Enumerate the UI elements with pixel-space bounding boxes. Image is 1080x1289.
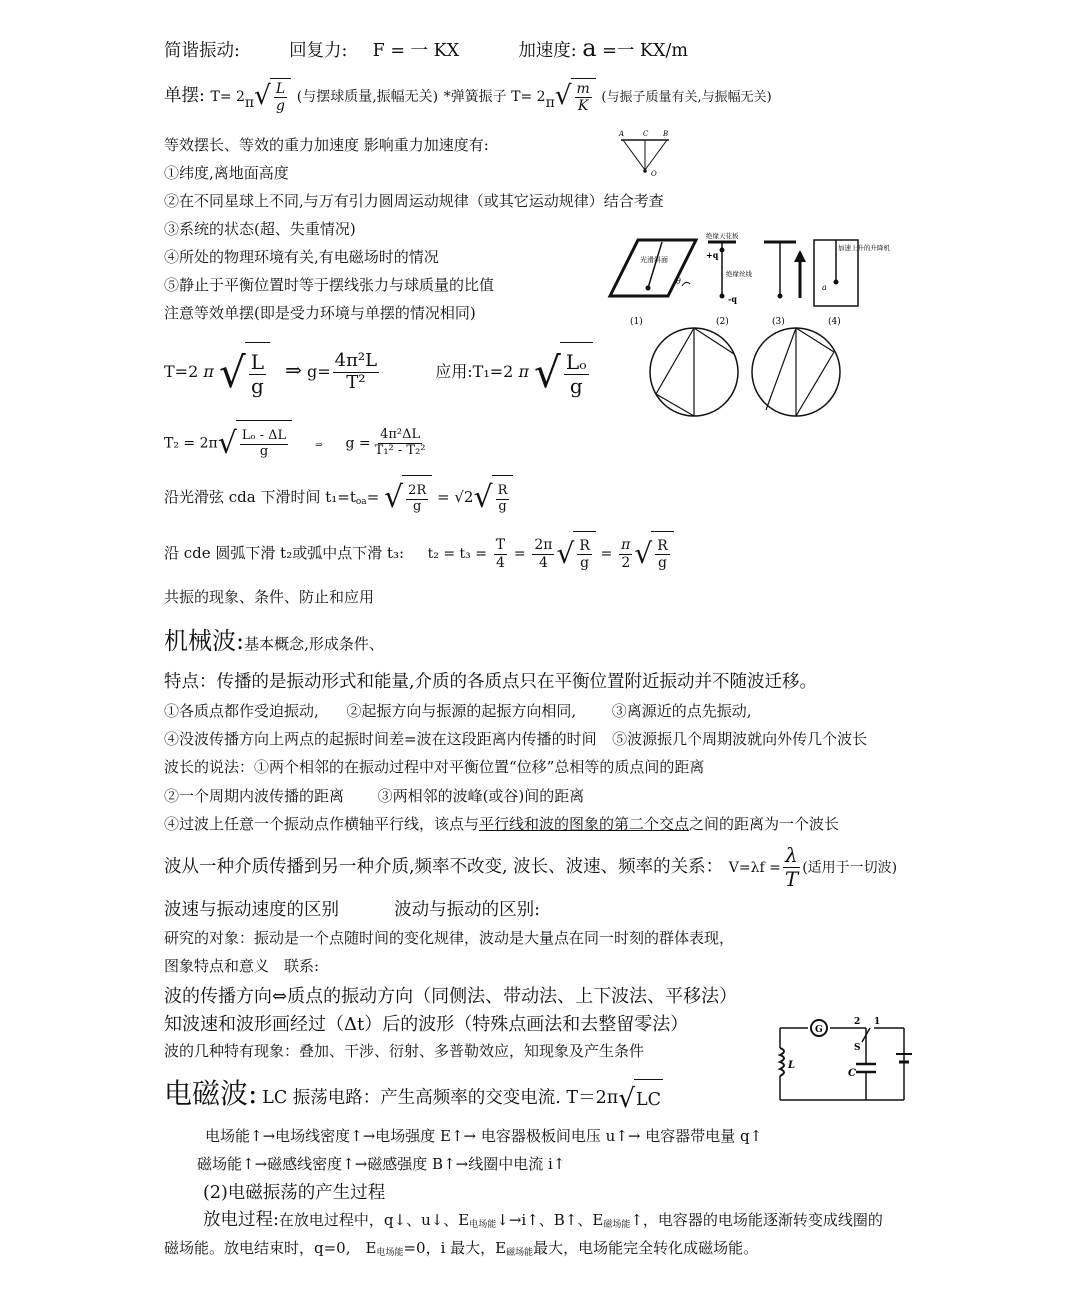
arc-four-2: 4 [538,554,548,571]
sub-m-2: 磁场能 [506,1248,534,1258]
lc-text: LC 振荡电路：产生高频率的交变电流. T＝2π [262,1088,619,1108]
big-L: L [250,350,265,374]
period-t: T=2 [164,362,199,381]
contact-2-label: 2 [854,1017,861,1027]
proc-c: ↓→i↑、B↑、E [496,1211,604,1229]
implies-arrow: ⇒ [285,358,302,382]
shm-line [164,34,688,62]
sqrt-two: √2 [454,488,474,506]
proc-g: 最大，电场能完全转化成磁场能。 [533,1239,759,1257]
all-waves-note: (适用于一切波) [802,860,898,876]
galvanometer-label: G [815,1025,823,1035]
wavelength-line-3 [164,814,839,834]
spring-label: *弹簧振子 T= 2 [443,89,546,105]
proc-e: 磁场能。放电结束时，q=0, E [164,1239,377,1257]
sub-e-2: 电场能 [376,1248,404,1258]
accel-formula: =一 KX/m [602,41,688,61]
arc-g: g [580,555,590,571]
arc-text: 沿 cde 圆弧下滑 t₂或弧中点下滑 t₃: [164,544,405,562]
chord-sub: oa [355,497,367,507]
label-C: C [643,130,649,138]
diff-2: 波动与振动的区别: [394,900,541,920]
wl-4b: 平行线和波的图象的第二个交点 [479,815,690,833]
shm-title: 简谐振动: [164,41,240,61]
discharge-label: 放电过程: [203,1210,279,1230]
chord-eq: = [366,488,380,506]
sqrt-Lo-g: √ $\frac{\text{Lₒ}}{g}$ [534,342,593,403]
mech-p2: ②起振方向与振源的起振方向相同, [346,702,577,720]
diff-1: 波速与振动速度的区别 [164,900,339,920]
t2-g: g [259,443,269,459]
mech-points-2 [164,729,867,749]
sub-e-1: 电场能 [469,1220,497,1230]
arc-pi: π [621,537,631,554]
wl-3: ③两相邻的波峰(或谷)间的距离 [377,787,585,805]
equiv-item-3: ③系统的状态(超、失重情况) [164,220,356,238]
media-text: 波从一种介质传播到另一种介质,频率不改变, 波长、波速、频率的关系： [164,857,724,877]
lc-value: LC [634,1079,663,1120]
mech-sub: 基本概念,形成条件、 [244,635,384,653]
study-line: 研究的对象：振动是一个点随时间的变化规律，波动是大量点在同一时刻的群体表现， [164,929,735,947]
mech-p3: ③离源近的点先振动, [611,702,752,720]
g-equals: g= [306,362,331,381]
pendulum-t: T= 2 [210,89,245,105]
wavelength-line-1: 波长的说法：①两个相邻的在振动过程中对平衡位置“位移”总相等的质点间的距离 [164,758,705,776]
chord-text: 沿光滑弦 cda 下滑时间 t₁=t [164,488,356,506]
inductor-label: L [788,1060,796,1071]
pendulum-line [164,78,772,121]
arc-two-pi: 2π [534,537,553,554]
period-formula-line [164,340,593,403]
sub-m-1: 磁场能 [603,1220,631,1230]
process-line [203,1210,883,1235]
arc-R: R [579,537,590,554]
frac-T: T [784,867,799,891]
t2-formula-line [164,420,430,469]
pi-symbol-2: π [545,95,555,111]
proc-f: =0，i 最大，E [403,1239,507,1257]
pendulum-cases-figure [604,232,890,332]
big-Lo: Lₒ [565,350,587,374]
arc-R-2: R [657,537,668,554]
four-pi-sq-dL: 4π²ΔL [380,427,421,443]
plus-q-label: +q [706,250,719,260]
sqrt-L-g: √ $\frac{L}{g}$ [219,342,270,403]
chord-line [164,474,513,525]
pendulum-note: (与摆球质量,振幅无关) [296,89,439,105]
two-R: 2R [408,483,427,499]
period-pi: π [203,362,214,381]
label-O: O [651,170,657,178]
graph-line: 图象特点和意义 联系: [164,957,320,975]
mech-wave-heading [164,626,384,659]
chord-R: R [497,483,508,499]
frac-g: g [276,98,285,114]
apply-pi: π [518,362,529,381]
restoring-label: 回复力: [289,41,348,61]
capacitor-label: C [848,1068,856,1079]
equiv-note: 注意等效单摆(即是受力环境与单摆的情况相同) [164,304,476,322]
equiv-item-1: ①纬度,离地面高度 [164,164,289,182]
fig-num-3: (3) [772,317,785,327]
small-implies: ⇒ [315,440,323,451]
chord-g-2: g [498,499,507,514]
slope-label: 光滑斜面 [640,256,668,264]
frac-L: L [275,80,286,97]
accel-a-label: a [822,283,827,292]
Lo-minus-dL: Lₒ - ΔL [241,427,287,443]
process-title: (2)电磁振荡的产生过程 [203,1183,386,1203]
equiv-item-2: ②在不同星球上不同,与万有引力圆周运动规律（或其它运动规律）结合考查 [164,192,664,210]
proc-b: 在放电过程中，q↓、u↓、E [278,1211,470,1229]
restoring-formula: F = 一 KX [372,41,460,61]
theta-label: θ [676,277,681,286]
arc-sqrt-2: √ $\frac{R}{g}$ [634,531,673,578]
fig-num-1: (1) [630,317,643,327]
t1sq-minus-t2sq: T₁² - T₂² [374,443,426,458]
arc-lhs: t₂ = t₃ = [427,546,487,562]
lc-circuit-figure [768,1010,918,1106]
mech-p1: ①各质点都作受迫振动, [164,702,319,720]
sqrt-R-g: √ $\frac{R}{g}$ [473,475,513,522]
mech-p5: ⑤波源振几个周期波就向外传几个波长 [612,730,868,748]
wavelength-line-2 [164,786,584,806]
equiv-item-4: ④所处的物理环境有关,有电磁场时的情况 [164,248,439,266]
spring-note: (与振子质量有关,与振幅无关) [601,90,772,105]
inclined-plane-pendulum [610,240,696,327]
charged-pendulum [706,231,753,327]
difference-line [164,898,540,922]
pi-symbol: π [244,95,255,111]
equiv-intro: 等效摆长、等效的重力加速度 影响重力加速度有: [164,136,489,154]
minus-q-label: -q [728,294,737,304]
chord-equals: = [437,488,450,506]
t1-equals: T₁=2 [472,362,514,381]
contact-1-label: 1 [874,1017,881,1027]
process-line-2 [164,1238,758,1263]
t-squared: T² [346,372,366,393]
g2-equals: g = [345,435,371,452]
switch-label: S [854,1043,861,1053]
media-line [164,842,897,893]
simple-pendulum [764,242,796,327]
label-A: A [619,130,625,138]
resonance-line: 共振的现象、条件、防止和应用 [164,588,375,606]
arc-sqrt-1: √ $\frac{R}{g}$ [556,531,595,578]
mech-p4: ④没波传播方向上两点的起振时间差=波在这段距离内传播的时间 [164,730,597,748]
big-g: g [250,374,264,398]
elevator-pendulum [794,240,891,327]
sqrt-Lo-dL: √ $\frac{\text{Lₒ - ΔL}}{g}$ [218,420,292,467]
v-lambda-f: V=λf = [728,860,781,876]
arc-eq-1: = [513,546,526,562]
mech-points-1 [164,701,751,721]
proc-d: ↑，电容器的电场能逐渐转变成线圈的 [630,1211,883,1229]
lc-sqrt: √ LC [618,1079,663,1120]
wl-2: ②一个周期内波传播的距离 [164,787,345,805]
wl-4c: 之间的距离为一个波长 [689,815,840,833]
mech-title: 机械波: [164,627,245,655]
shape-line: 知波速和波形画经过（Δt）后的波形（特殊点画法和去整留零法） [164,1014,689,1035]
apply-label: 应用: [435,362,473,381]
label-B: B [663,130,669,138]
direction-line: 波的传播方向⇔质点的振动方向（同侧法、带动法、上下波法、平移法） [164,986,738,1007]
sqrt-2R-g: √ $\frac{2R}{g}$ [384,475,432,522]
frac-lambda: λ [785,843,798,867]
four-pi-sq-L: 4π²L [334,350,378,372]
arc-T: T [495,537,506,554]
ceiling-label: 绝缘天花板 [706,232,739,240]
mech-feature: 特点：传播的是振动形式和能量,介质的各质点只在平衡位置附近振动并不随波迁移。 [164,672,818,692]
t2-equals: T₂ = 2π [164,435,218,452]
big-g-2: g [569,374,583,398]
thread-label: 绝缘丝线 [726,270,752,278]
arc-eq-2: = [600,546,613,562]
chord-circles-figure [648,324,848,420]
sqrt-l-over-g: √ $\frac{L}{g}$ [254,78,291,115]
arc-two: 2 [621,554,631,571]
special-line: 波的几种特有现象：叠加、干涉、衍射、多普勒效应，知现象及产生条件 [164,1042,645,1060]
wl-4a: ④过波上任意一个振动点作横轴平行线，该点与 [164,815,480,833]
fig-num-4: (4) [828,317,841,327]
elevator-label: 加速上升的升降机 [838,244,890,252]
arc-four: 4 [495,554,505,571]
arc-line [164,530,674,578]
em-heading [164,1074,663,1120]
arc-g-2: g [658,555,667,571]
em-title: 电磁波: [164,1077,258,1110]
fig-num-2: (2) [716,317,729,327]
equivalent-pendulum-figure [615,128,675,180]
pendulum-title: 单摆: [164,86,205,106]
frac-K: K [577,98,589,114]
chord-g: g [413,499,422,514]
chain-line-1: 电场能↑→电场线密度↑→电场强度 E↑→ 电容器极板间电压 u↑→ 电容器带电量 q↑ [205,1127,763,1145]
accel-label: 加速度: [518,41,577,61]
equiv-item-5: ⑤静止于平衡位置时等于摆线张力与球质量的比值 [164,276,495,294]
frac-m: m [576,80,590,97]
accel-a: a [582,34,597,62]
chain-line-2: 磁场能↑→磁感线密度↑→磁感强度 B↑→线圈中电流 i↑ [197,1155,566,1173]
sqrt-m-over-k: √ $\frac{m}{K}$ [555,78,596,115]
